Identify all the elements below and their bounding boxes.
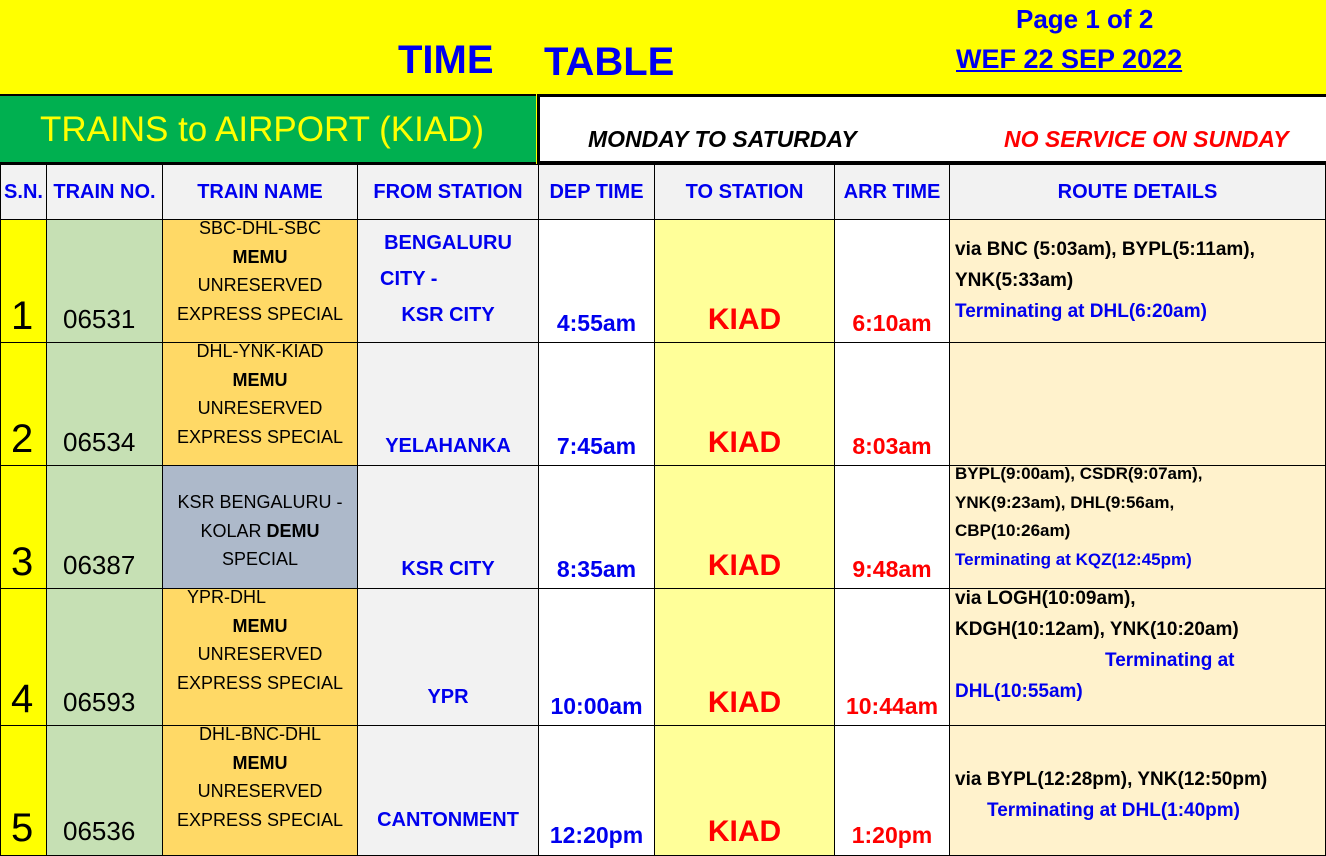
train-no-cell (46, 219, 163, 344)
departure-time: 12:20pm (549, 822, 644, 848)
from-station-line: YELAHANKA (385, 435, 511, 457)
title-time: TIME (398, 38, 494, 82)
route-details-cell (949, 219, 1326, 344)
section-banner (0, 94, 536, 164)
from-station-line: YPR (427, 686, 469, 708)
train-name-line: UNRESERVED (197, 275, 323, 295)
from-station-cell (357, 588, 539, 727)
train-number: 06534 (63, 427, 136, 457)
departure-time: 10:00am (550, 693, 643, 719)
train-name-line: UNRESERVED (197, 644, 323, 664)
train-number: 06387 (63, 550, 136, 580)
train-name-cell (162, 588, 358, 727)
train-name-line: MEMU (232, 246, 288, 267)
sn-cell (0, 725, 47, 856)
destination-station: KIAD (707, 303, 782, 336)
from-station-cell (357, 342, 539, 467)
train-name (163, 588, 357, 697)
route-details-cell (949, 465, 1326, 590)
route-details-cell (949, 725, 1326, 856)
route-line: KDGH(10:12am), YNK(10:20am) (955, 619, 1239, 640)
to-station-cell (654, 465, 835, 590)
train-name-line: DHL-YNK-KIAD (196, 342, 324, 361)
timetable (0, 164, 1326, 850)
serial-number: 2 (11, 417, 34, 461)
train-name (163, 725, 357, 834)
dep-time-cell (538, 342, 655, 467)
route-line: YNK(9:23am), DHL(9:56am, (955, 492, 1175, 512)
dep-time-cell (538, 588, 655, 727)
destination-station: KIAD (707, 686, 782, 719)
effective-date: WEF 22 SEP 2022 (956, 44, 1183, 74)
train-name-line: UNRESERVED (197, 398, 323, 418)
train-name-line: MEMU (232, 752, 288, 773)
col-header-arr-time: ARR TIME (834, 164, 950, 220)
from-station-cell (357, 465, 539, 590)
route-line: Terminating at KQZ(12:45pm) (955, 549, 1192, 569)
departure-time: 4:55am (556, 310, 637, 336)
route-line: YNK(5:33am) (955, 270, 1074, 291)
title-table: TABLE (544, 40, 675, 84)
arr-time-cell (834, 725, 950, 856)
train-name-line: MEMU (232, 369, 288, 390)
from-station-cell (357, 725, 539, 856)
from-station-line: CANTONMENT (377, 809, 519, 831)
route-line: Terminating at DHL(1:40pm) (987, 800, 1241, 821)
arr-time-cell (834, 219, 950, 344)
route-details (955, 465, 1321, 574)
to-station-cell (654, 219, 835, 344)
col-header-sn: S.N. (0, 164, 47, 220)
destination-station: KIAD (707, 815, 782, 848)
sn-cell (0, 588, 47, 727)
train-number: 06536 (63, 816, 136, 846)
train-no-cell (46, 342, 163, 467)
route-details (955, 764, 1321, 826)
train-no-cell (46, 465, 163, 590)
train-number: 06531 (63, 304, 136, 334)
to-station-cell (654, 725, 835, 856)
arrival-time: 9:48am (852, 556, 932, 582)
dep-time-cell (538, 725, 655, 856)
from-station-cell (357, 219, 539, 344)
train-number: 06593 (63, 687, 136, 717)
train-no-cell (46, 588, 163, 727)
route-line: DHL(10:55am) (955, 681, 1083, 702)
from-station-line: CITY - (380, 268, 438, 290)
route-line: via BYPL(12:28pm), YNK(12:50pm) (955, 769, 1268, 790)
serial-number: 1 (11, 294, 34, 338)
demu-label: DEMU (266, 520, 320, 541)
col-header-train-no: TRAIN NO. (46, 164, 163, 220)
train-name-line: EXPRESS SPECIAL (176, 303, 344, 324)
no-service-note: NO SERVICE ON SUNDAY (1004, 126, 1289, 152)
train-name (163, 488, 357, 574)
serial-number: 4 (11, 677, 34, 721)
arrival-time: 1:20pm (851, 822, 933, 848)
train-name (163, 342, 357, 451)
arrival-time: 6:10am (852, 310, 932, 336)
service-days: MONDAY TO SATURDAY (588, 126, 857, 152)
route-details-cell (949, 588, 1326, 727)
train-name (163, 219, 357, 328)
route-details (955, 588, 1321, 707)
departure-time: 8:35am (556, 556, 637, 582)
train-name-line: DHL-BNC-DHL (198, 725, 321, 744)
col-header-from-station: FROM STATION (357, 164, 539, 220)
from-station-line: BENGALURU (384, 232, 512, 254)
train-name-line: SBC-DHL-SBC (198, 219, 322, 238)
sn-cell (0, 219, 47, 344)
train-name-line: SPECIAL (221, 549, 299, 569)
train-name-line: EXPRESS SPECIAL (176, 809, 344, 830)
train-name-cell (162, 219, 358, 344)
destination-station: KIAD (707, 549, 782, 582)
train-name-line: MEMU (232, 615, 288, 636)
to-station-cell (654, 342, 835, 467)
departure-time: 7:45am (556, 433, 637, 459)
route-line: via BNC (5:03am), BYPL(5:11am), (955, 239, 1255, 260)
col-header-train-name: TRAIN NAME (162, 164, 358, 220)
page-indicator: Page 1 of 2 (1016, 4, 1154, 34)
train-name-line: KSR BENGALURU - (177, 492, 343, 512)
to-station-cell (654, 588, 835, 727)
arrival-time: 8:03am (852, 433, 932, 459)
arrival-time: 10:44am (845, 693, 939, 719)
col-header-dep-time: DEP TIME (538, 164, 655, 220)
route-line: Terminating at (1105, 650, 1235, 671)
route-line: CBP(10:26am) (955, 521, 1071, 540)
serial-number: 3 (11, 540, 34, 584)
train-name-cell (162, 725, 358, 856)
route-line: BYPL(9:00am), CSDR(9:07am), (955, 465, 1203, 483)
train-name-cell (162, 465, 358, 590)
dep-time-cell (538, 465, 655, 590)
from-station-line: KSR CITY (401, 304, 495, 326)
sn-cell (0, 342, 47, 467)
train-no-cell (46, 725, 163, 856)
from-station-line: KSR CITY (401, 558, 495, 580)
dep-time-cell (538, 219, 655, 344)
train-name-line: UNRESERVED (197, 781, 323, 801)
section-title: TRAINS to AIRPORT (KIAD) (40, 110, 485, 149)
sn-cell (0, 465, 47, 590)
arr-time-cell (834, 342, 950, 467)
destination-station: KIAD (707, 426, 782, 459)
col-header-route-details: ROUTE DETAILS (949, 164, 1326, 220)
serial-number: 5 (11, 806, 34, 850)
route-line: via LOGH(10:09am), (955, 588, 1136, 609)
route-line: Terminating at DHL(6:20am) (955, 301, 1207, 322)
route-details (955, 234, 1321, 327)
route-details-cell (949, 342, 1326, 467)
arr-time-cell (834, 588, 950, 727)
arr-time-cell (834, 465, 950, 590)
train-name-line: KOLAR DEMU (200, 520, 320, 541)
train-name-line: EXPRESS SPECIAL (176, 426, 344, 447)
col-header-to-station: TO STATION (654, 164, 835, 220)
train-name-line: YPR-DHL (187, 588, 267, 607)
train-name-line: EXPRESS SPECIAL (176, 672, 344, 693)
train-name-cell (162, 342, 358, 467)
